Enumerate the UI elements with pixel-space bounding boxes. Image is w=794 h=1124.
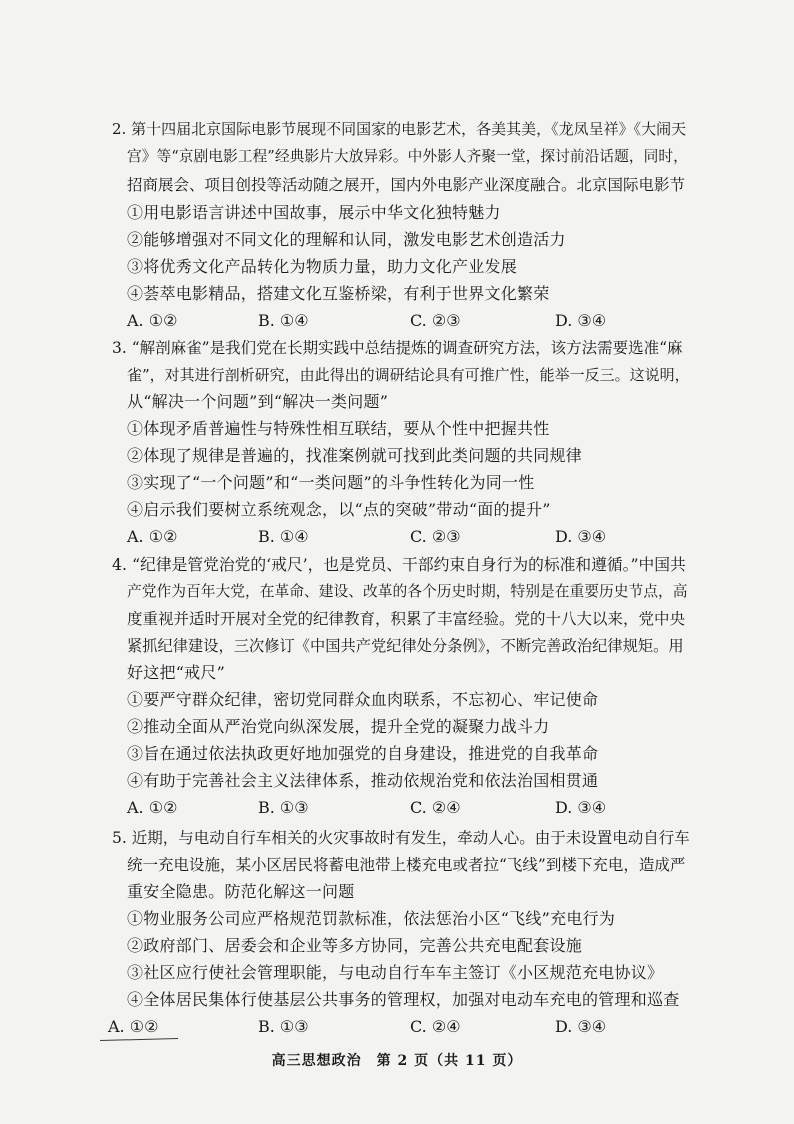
q5-statement-2: ②政府部门、居委会和企业等多方协同，完善公共充电配套设施 (127, 936, 583, 955)
q3-statement-3: ③实现了“一个问题”和“一类问题”的斗争性转化为同一性 (127, 473, 535, 492)
q5-stem-line-3: 重安全隐患。防范化解这一问题 (127, 882, 355, 901)
q2-options (0, 309, 794, 333)
q3-statement-4: ④启示我们要树立系统观念，以“点的突破”带动“面的提升” (127, 500, 551, 519)
q4-statement-2: ②推动全面从严治党向纵深发展，提升全党的凝聚力战斗力 (127, 717, 550, 736)
q2-option-c[interactable]: C. ②③ (410, 311, 461, 330)
q4-statement-3: ③旨在通过依法执政更好地加强党的自身建设，推进党的自我革命 (127, 744, 599, 763)
q2-statement-4: ④荟萃电影精品，搭建文化互鉴桥梁，有利于世界文化繁荣 (127, 284, 550, 303)
q5-stem-line-2: 统一充电设施，某小区居民将蓄电池带上楼充电或者拉“飞线”到楼下充电，造成严 (127, 856, 686, 874)
q3-stem-line-3: 从“解决一个问题”到“解决一类问题” (127, 392, 389, 411)
q5-options (0, 1015, 794, 1039)
q4-option-b[interactable]: B. ①③ (258, 798, 309, 817)
q3-option-b[interactable]: B. ①④ (258, 527, 309, 546)
q5-statement-1: ①物业服务公司应严格规范罚款标准，依法惩治小区“飞线”充电行为 (127, 909, 616, 928)
q3-stem-line-1: 3. “解剖麻雀”是我们党在长期实践中总结提炼的调查研究方法，该方法需要选准“麻 (112, 339, 683, 357)
q5-stem-line-1: 5. 近期，与电动自行车相关的火灾事故时有发生，牵动人心。由于未设置电动自行车 (112, 829, 690, 847)
q4-options (0, 796, 794, 820)
q2-stem-line-2: 宫》等“京剧电影工程”经典影片大放异彩。中外影人齐聚一堂，探讨前沿话题，同时， (127, 148, 688, 165)
q2-option-b[interactable]: B. ①④ (258, 311, 309, 330)
q2-statement-3: ③将优秀文化产品转化为物质力量，助力文化产业发展 (127, 257, 518, 276)
q4-statement-1: ①要严守群众纪律，密切党同群众血肉联系，不忘初心、牢记使命 (127, 690, 599, 709)
q2-statement-2: ②能够增强对不同文化的理解和认同，激发电影艺术创造活力 (127, 230, 566, 249)
q3-options (0, 525, 794, 549)
q5-option-a[interactable]: A. ①② (108, 1017, 159, 1036)
q3-statement-2: ②体现了规律是普遍的，找准案例就可找到此类问题的共同规律 (127, 446, 583, 465)
q4-stem-line-2: 产党作为百年大党，在革命、建设、改革的各个历史时期，特别是在重要历史节点，高 (127, 583, 688, 600)
q3-stem-line-2: 雀”，对其进行剖析研究，由此得出的调研结论具有可推广性，能举一反三。这说明， (127, 366, 690, 384)
q4-statement-4: ④有助于完善社会主义法律体系，推动依规治党和依法治国相贯通 (127, 771, 599, 790)
q4-stem-line-1: 4. “纪律是管党治党的‘戒尺’，也是党员、干部约束自身行为的标准和遵循。”中国共 (112, 555, 686, 574)
page-footer: 高三思想政治 第 2 页（共 11 页） (271, 1053, 523, 1069)
q5-option-b[interactable]: B. ①③ (258, 1017, 309, 1036)
q3-option-a[interactable]: A. ①② (127, 527, 178, 546)
q4-stem-line-4: 紧抓纪律建设，三次修订《中国共产党纪律处分条例》，不断完善政治纪律规矩。用 (127, 637, 684, 655)
q5-statement-4: ④全体居民集体行使基层公共事务的管理权，加强对电动车充电的管理和巡查 (127, 990, 680, 1009)
q4-option-c[interactable]: C. ②④ (410, 798, 461, 817)
q2-statement-1: ①用电影语言讲述中国故事，展示中华文化独特魅力 (127, 203, 501, 222)
q4-stem-line-3: 度重视并适时开展对全党的纪律教育，积累了丰富经验。党的十八大以来，党中央 (127, 610, 686, 628)
q3-option-d[interactable]: D. ③④ (555, 527, 607, 546)
q5-option-d[interactable]: D. ③④ (555, 1017, 607, 1036)
q5-statement-3: ③社区应行使社会管理职能，与电动自行车车主签订《小区规范充电协议》 (127, 963, 664, 982)
q3-option-c[interactable]: C. ②③ (410, 527, 461, 546)
q3-statement-1: ①体现矛盾普遍性与特殊性相互联结，要从个性中把握共性 (127, 419, 550, 438)
q2-stem-line-3: 招商展会、项目创投等活动随之展开，国内外电影产业深度融合。北京国际电影节 (127, 176, 686, 194)
q5-option-c[interactable]: C. ②④ (410, 1017, 461, 1036)
q2-option-d[interactable]: D. ③④ (555, 311, 607, 330)
q2-option-a[interactable]: A. ①② (127, 311, 178, 330)
q4-stem-line-5: 好这把“戒尺” (127, 663, 226, 682)
q4-option-d[interactable]: D. ③④ (555, 798, 607, 817)
q4-option-a[interactable]: A. ①② (127, 798, 178, 817)
q2-stem-line-1: 2. 第十四届北京国际电影节展现不同国家的电影艺术，各美其美，《龙凤呈祥》《大闹天 (112, 120, 687, 138)
